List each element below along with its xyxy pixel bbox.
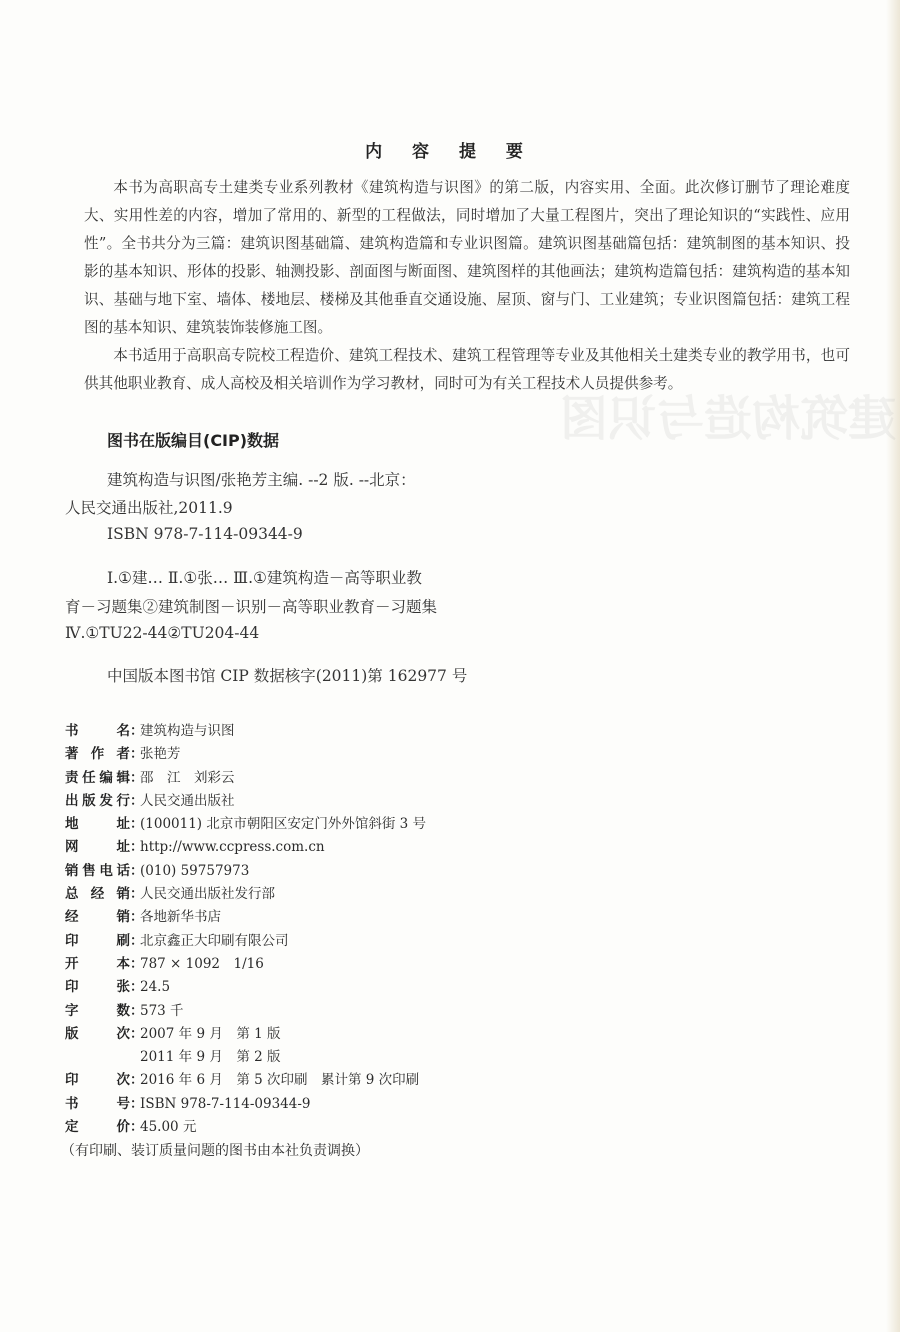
info-label-char: 编: [99, 769, 113, 786]
info-label-char: 销: [65, 862, 79, 879]
info-label: [65, 930, 130, 953]
info-value: 2011 年 9 月 第 2 版: [140, 1049, 281, 1066]
info-label-char: 书: [65, 1095, 79, 1112]
info-value: 45.00 元: [140, 1119, 197, 1136]
info-value: (100011) 北京市朝阳区安定门外外馆斜街 3 号: [140, 816, 427, 833]
info-label-char: 发: [99, 792, 113, 809]
info-label-char: 印: [65, 979, 79, 996]
info-value: 北京鑫正大印刷有限公司: [140, 932, 289, 949]
info-label-char: 任: [82, 769, 96, 786]
info-row: [65, 790, 426, 813]
quality-note: （有印刷、装订质量问题的图书由本社负责调换）: [61, 1143, 369, 1160]
info-label-char: 者: [116, 746, 130, 763]
info-colon: ：: [130, 1025, 144, 1042]
info-row: [65, 906, 426, 929]
info-label-char: 印: [65, 932, 79, 949]
info-colon: ：: [130, 816, 144, 833]
info-label: [65, 883, 130, 906]
info-label-char: 总: [65, 886, 79, 903]
info-label: [65, 1023, 130, 1046]
info-label-char: 作: [90, 746, 105, 763]
info-label: [65, 860, 130, 883]
info-label-char: 售: [82, 862, 96, 879]
info-value: http://www.ccpress.com.cn: [140, 839, 325, 856]
info-label-char: 址: [116, 816, 130, 833]
info-row: [65, 860, 426, 883]
info-colon: ：: [130, 723, 144, 739]
info-label-char: 张: [116, 979, 130, 996]
info-colon: ：: [130, 1119, 144, 1136]
info-label: [65, 1046, 130, 1069]
info-label: [65, 1116, 130, 1139]
cip-line-classification-2: 育－习题集②建筑制图－识别－高等职业教育－习题集: [65, 598, 438, 616]
abstract-body: [84, 174, 850, 398]
cip-line-classification-3: Ⅳ.①TU22-44②TU204-44: [65, 624, 260, 642]
info-label: [65, 1069, 130, 1092]
info-colon: ：: [130, 909, 144, 926]
info-row: [65, 1116, 426, 1139]
info-colon: ：: [130, 979, 144, 996]
info-value: 人民交通出版社: [140, 792, 235, 809]
cip-line-record-number: 中国版本图书馆 CIP 数据核字(2011)第 162977 号: [107, 667, 468, 685]
cip-line-isbn: ISBN 978-7-114-09344-9: [107, 525, 303, 543]
info-label-char: 开: [65, 955, 79, 972]
info-label-char: 辑: [116, 769, 130, 786]
info-label-char: 本: [116, 955, 130, 972]
page-edge-shadow: [886, 0, 900, 1332]
info-value: 24.5: [140, 979, 171, 996]
info-label-char: 定: [65, 1119, 79, 1136]
info-label-char: 书: [65, 723, 79, 739]
info-value: ISBN 978-7-114-09344-9: [140, 1095, 311, 1112]
info-value: 2007 年 9 月 第 1 版: [140, 1025, 281, 1042]
info-label-char: 销: [116, 886, 130, 903]
info-label-char: 著: [65, 746, 79, 763]
info-label: [65, 1000, 130, 1023]
cip-line-title: 建筑构造与识图/张艳芳主编. --2 版. --北京：: [107, 471, 416, 489]
abstract-paragraph-2: 本书适用于高职高专院校工程造价、建筑工程技术、建筑工程管理等专业及其他相关土建类专业的教学用书，也可供其他职业教育、成人高校及相关培训作为学习教材，同时可为有关工程技术人员提供参考。: [84, 347, 850, 392]
cip-line-publisher: 人民交通出版社,2011.9: [65, 499, 233, 517]
info-value: 邵 江 刘彩云: [140, 769, 235, 786]
info-label-char: 地: [65, 816, 79, 833]
info-value: 人民交通出版社发行部: [140, 886, 275, 903]
info-label-char: 话: [116, 862, 130, 879]
info-label-char: 出: [65, 792, 79, 809]
info-colon: ：: [130, 862, 144, 879]
info-label-char: 经: [90, 886, 105, 903]
info-value: 建筑构造与识图: [140, 723, 235, 739]
info-label: [65, 953, 130, 976]
info-label-char: 址: [116, 839, 130, 856]
info-label: [65, 790, 130, 813]
info-label-char: 销: [116, 909, 130, 926]
info-label-char: 电: [99, 862, 113, 879]
show-through-text: 建筑构造与识图: [560, 391, 897, 447]
info-row: [65, 930, 426, 953]
info-label: [65, 836, 130, 859]
info-colon: ：: [130, 769, 144, 786]
info-colon: ：: [130, 746, 144, 763]
info-label-char: 字: [65, 1002, 79, 1019]
info-row: [65, 1023, 426, 1046]
info-row: [65, 883, 426, 906]
info-label: [65, 1093, 130, 1116]
info-row: [65, 767, 426, 790]
info-colon: ：: [130, 1072, 144, 1089]
info-colon: ：: [130, 839, 144, 856]
info-label-char: 版: [65, 1025, 79, 1042]
info-label-char: 责: [65, 769, 79, 786]
info-row: [65, 976, 426, 999]
cip-heading: 图书在版编目(CIP)数据: [107, 431, 280, 450]
info-value: 各地新华书店: [140, 909, 221, 926]
info-label-char: 号: [116, 1095, 130, 1112]
info-colon: ：: [130, 792, 144, 809]
info-row: [65, 1069, 426, 1092]
info-value: 573 千: [140, 1002, 184, 1019]
info-colon: ：: [130, 1002, 144, 1019]
info-colon: ：: [130, 1095, 144, 1112]
abstract-paragraph-1: 本书为高职高专土建类专业系列教材《建筑构造与识图》的第二版，内容实用、全面。此次修订删节了理论难度大、实用性差的内容，增加了常用的、新型的工程做法，同时增加了大量工程图片，突出了理论知识的“实践性、应用性”。全书共分为三篇：建筑识图基础篇、建筑构造篇和专业识图篇。建筑识图基础篇包括：建筑制图的基本知识、投影的基本知识、形体的投影、轴测投影、剖面图与断面图、建筑图样的其他画法；建筑构造篇包括：建筑构造的基本知识、基础与地下室、墙体、楼地层、楼梯及其他垂直交通设施、屋顶、窗与门、工业建筑；专业识图篇包括：建筑工程图的基本知识、建筑装饰装修施工图。: [84, 179, 850, 336]
info-label-char: 数: [116, 1002, 130, 1019]
info-colon: ：: [130, 955, 144, 972]
info-row: [65, 743, 426, 766]
info-label: [65, 743, 130, 766]
info-label-char: 网: [65, 839, 79, 856]
info-label: [65, 720, 130, 743]
info-label: [65, 767, 130, 790]
info-row: [65, 813, 426, 836]
publication-info-table: [61, 720, 427, 1163]
info-colon: ：: [130, 886, 144, 903]
info-value: 张艳芳: [140, 746, 181, 763]
info-row: [65, 1000, 426, 1023]
info-label-char: 印: [65, 1072, 79, 1089]
info-label-char: 次: [116, 1072, 130, 1089]
info-label-char: 行: [116, 792, 130, 809]
info-label-char: 次: [116, 1025, 130, 1042]
info-label: [65, 906, 130, 929]
info-label: [65, 976, 130, 999]
info-label: [65, 813, 130, 836]
info-colon: ：: [130, 932, 144, 949]
abstract-title: 内 容 提 要: [365, 142, 535, 162]
info-row: [65, 1046, 426, 1069]
info-row: [65, 1093, 426, 1116]
info-label-char: 版: [82, 792, 96, 809]
info-label-char: 价: [116, 1119, 130, 1136]
info-label-char: 刷: [116, 932, 130, 949]
info-row: [65, 720, 426, 743]
info-value: (010) 59757973: [140, 862, 250, 879]
cip-line-classification-1: Ⅰ.①建… Ⅱ.①张… Ⅲ.①建筑构造－高等职业教: [107, 569, 422, 587]
info-label-char: 经: [65, 909, 79, 926]
info-value: 2016 年 6 月 第 5 次印刷 累计第 9 次印刷: [140, 1072, 420, 1089]
info-value: 787 × 1092 1/16: [140, 955, 264, 972]
info-label-char: 名: [116, 723, 130, 739]
info-row: [65, 836, 426, 859]
info-colon: [130, 1046, 140, 1069]
info-row: [65, 953, 426, 976]
